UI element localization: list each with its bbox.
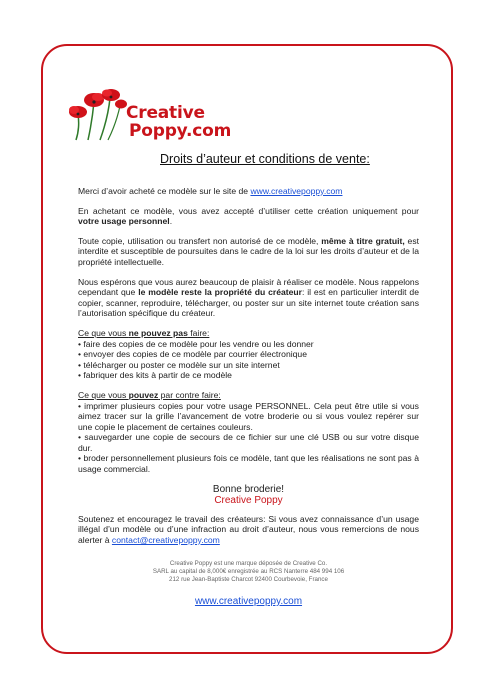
property-paragraph: Nous espérons que vous aurez beaucoup de plaisir à réaliser ce modèle. Nous rappelons cependant que le modèle reste la propriété du créateur: il est en particulier interdit de copier, scanner, reproduire, télécharger, ou poster sur un site internet toute création sans l’autorisation spécifique du créateur.: [78, 276, 419, 319]
logo-wordmark: [126, 104, 231, 140]
contact-email-link[interactable]: contact@creativepoppy.com: [111, 534, 220, 545]
footer-line: 212 rue Jean-Baptiste Charcot 92400 Courbevoie, France: [169, 576, 328, 583]
usage-paragraph: En achetant ce modèle, vous avez accepté d’utiliser cette création uniquement pour votre usage personnel.: [78, 205, 419, 227]
list-item: • sauvegarder une copie de secours de ce fichier sur une clé USB ou sur votre disque dur.: [78, 432, 419, 453]
list-item: • fabriquer des kits à partir de ce modèle: [78, 370, 419, 381]
support-paragraph: Soutenez et encouragez le travail des créateurs: Si vous avez connaissance d’un usage illégal d’un modèle ou d’une infraction au droit d’auteur, nous vous remercions de nous alerter à contact@creativepoppy.com: [78, 513, 419, 545]
page-title: Droits d’auteur et conditions de vente:: [160, 152, 370, 166]
logo-line-1: Creative: [126, 103, 205, 123]
list-item: • envoyer des copies de ce modèle par courrier électronique: [78, 349, 419, 360]
cannot-list: [78, 339, 419, 381]
poppy-flowers-icon: [64, 84, 128, 142]
closing-message: [78, 484, 419, 506]
creative-poppy-logo: [64, 82, 234, 144]
list-item: • faire des copies de ce modèle pour les vendre ou les donner: [78, 339, 419, 350]
legal-footer: [78, 560, 419, 584]
list-item: • imprimer plusieurs copies pour votre usage PERSONNEL. Cela peut être utile si vous aimez tracer sur la grille l’avancement de votre broderie ou si vous voulez repérer sur une copie le placement de certaines couleurs.: [78, 401, 419, 433]
can-heading: Ce que vous pouvez par contre faire:: [78, 389, 221, 400]
closing-brand: Creative Poppy: [214, 494, 283, 506]
document-body: [78, 186, 419, 554]
closing-line: Bonne broderie!: [212, 483, 285, 495]
can-list: [78, 401, 419, 475]
footer-site: [78, 596, 419, 607]
logo-line-2: Poppy.com: [129, 121, 232, 141]
footer-line: Creative Poppy est une marque déposée de Creative Co.: [169, 560, 328, 567]
list-item: • broder personnellement plusieurs fois ce modèle, tant que les réalisations ne sont pas à usage commercial.: [78, 453, 419, 474]
footer-site-link[interactable]: www.creativepoppy.com: [194, 596, 303, 607]
intro-paragraph: Merci d’avoir acheté ce modèle sur le site de www.creativepoppy.com: [78, 186, 343, 196]
list-item: • télécharger ou poster ce modèle sur un site internet: [78, 360, 419, 371]
copy-paragraph: Toute copie, utilisation ou transfert non autorisé de ce modèle, même à titre gratuit, est interdite et susceptible de poursuites dans le cadre de la loi sur les droits d’auteur et de la propriété intellectuelle.: [78, 235, 420, 267]
footer-line: SARL au capital de 8,000€ enregistrée au RCS Nanterre 484 994 106: [152, 568, 345, 575]
cannot-heading: Ce que vous ne pouvez pas faire:: [78, 327, 210, 338]
site-link[interactable]: www.creativepoppy.com: [250, 186, 343, 196]
